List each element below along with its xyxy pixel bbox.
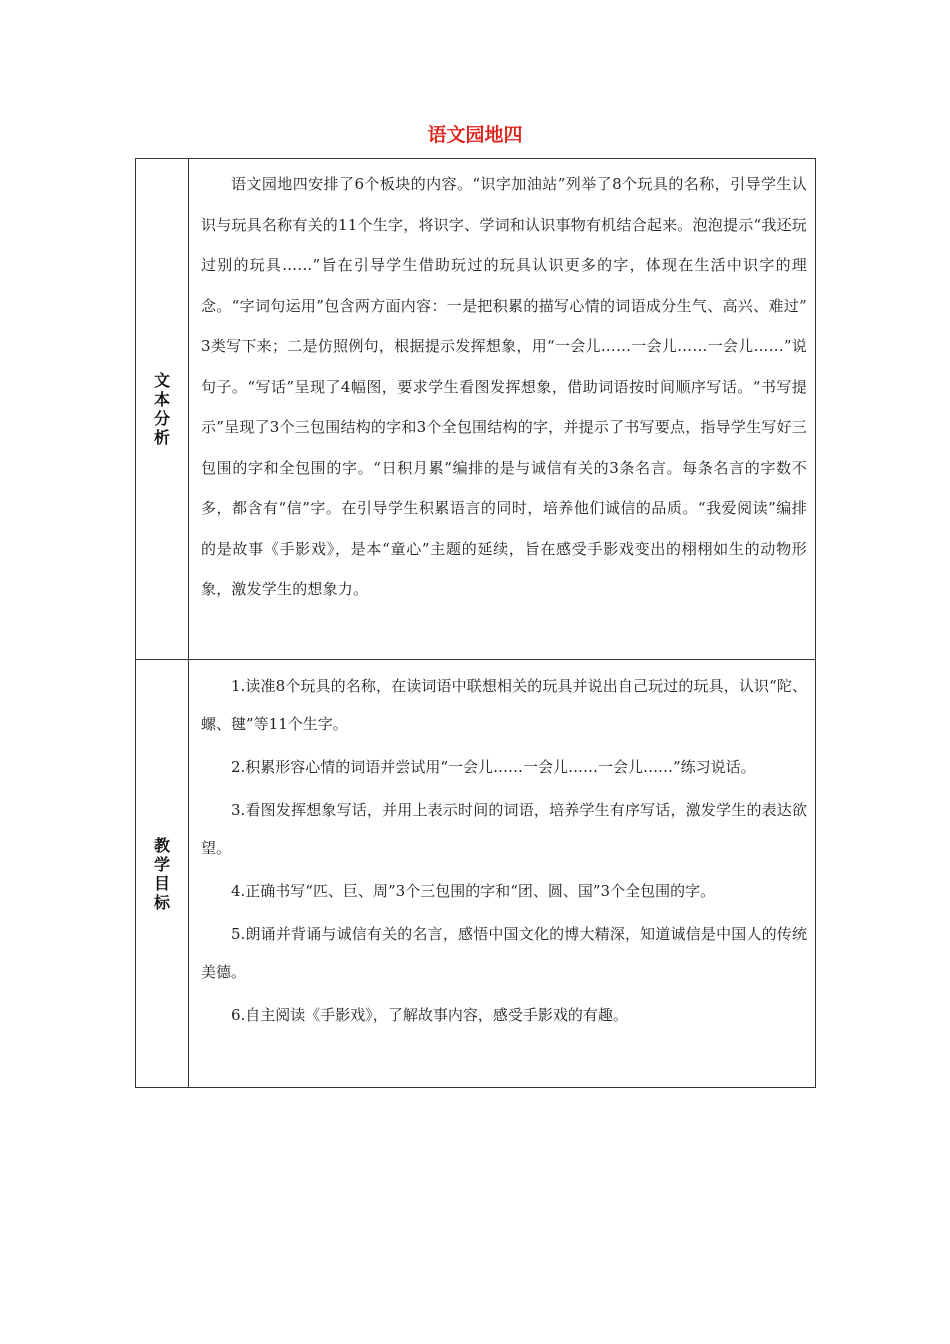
analysis-paragraph: 语文园地四安排了6个板块的内容。“识字加油站”列举了8个玩具的名称，引导学生认识与玩具名称有关的11个生字，将识字、学词和认识事物有机结合起来。泡泡提示“我还玩过别的玩具……”旨在引导学生借助玩过的玩具认识更多的字，体现在生活中识字的理念。“字词句运用”包含两方面内容：一是把积累的描写心情的词语成分生气、高兴、难过” 3类写下来；二是仿照例句，根据提示发挥想象，用“一会儿……一会儿……一会儿……”说句子。“写话”呈现了4幅图，要求学生看图发挥想象，借助词语按时间顺序写话。“书写提示”呈现了3个三包围结构的字和3个全包围结构的字，并提示了书写要点，指导学生写好三包围的字和全包围的字。“日积月累”编排的是与诚信有关的3条名言。每条名言的字数不多，都含有“信”字。在引导学生积累语言的同时，培养他们诚信的品质。“我爱阅读”编排的是故事《手影戏》，是本“童心”主题的延续，旨在感受手影戏变出的栩栩如生的动物形象，激发学生的想象力。 bbox=[201, 175, 807, 598]
goal-item-3: 3.看图发挥想象写话，并用上表示时间的词语，培养学生有序写话，激发学生的表达欲望。 bbox=[201, 801, 807, 857]
row-label-cell bbox=[136, 159, 189, 660]
lesson-plan-table bbox=[135, 158, 816, 1088]
goal-item-4: 4.正确书写“匹、巨、周”3个三包围的字和“团、圆、国”3个全包围的字。 bbox=[231, 882, 716, 900]
section-label-teaching-goals: 教学目标 bbox=[153, 835, 170, 912]
row-label-cell bbox=[136, 660, 189, 1088]
document-title: 语文园地四 bbox=[427, 124, 523, 146]
teaching-goals-content bbox=[189, 660, 816, 1088]
section-label-text-analysis: 文本分析 bbox=[153, 371, 170, 447]
table-row-text-analysis bbox=[136, 159, 816, 660]
goal-item-6: 6.自主阅读《手影戏》，了解故事内容，感受手影戏的有趣。 bbox=[231, 1006, 628, 1024]
text-analysis-content bbox=[189, 159, 816, 660]
goal-item-5: 5.朗诵并背诵与诚信有关的名言，感悟中国文化的博大精深，知道诚信是中国人的传统美德。 bbox=[201, 925, 807, 981]
table-row-teaching-goals bbox=[136, 660, 816, 1088]
goal-item-2: 2.积累形容心情的词语并尝试用“一会儿……一会儿……一会儿……”练习说话。 bbox=[231, 758, 756, 776]
goal-item-1: 1.读准8个玩具的名称，在读词语中联想相关的玩具并说出自己玩过的玩具，认识“陀、螺、毽”等11个生字。 bbox=[201, 677, 807, 733]
